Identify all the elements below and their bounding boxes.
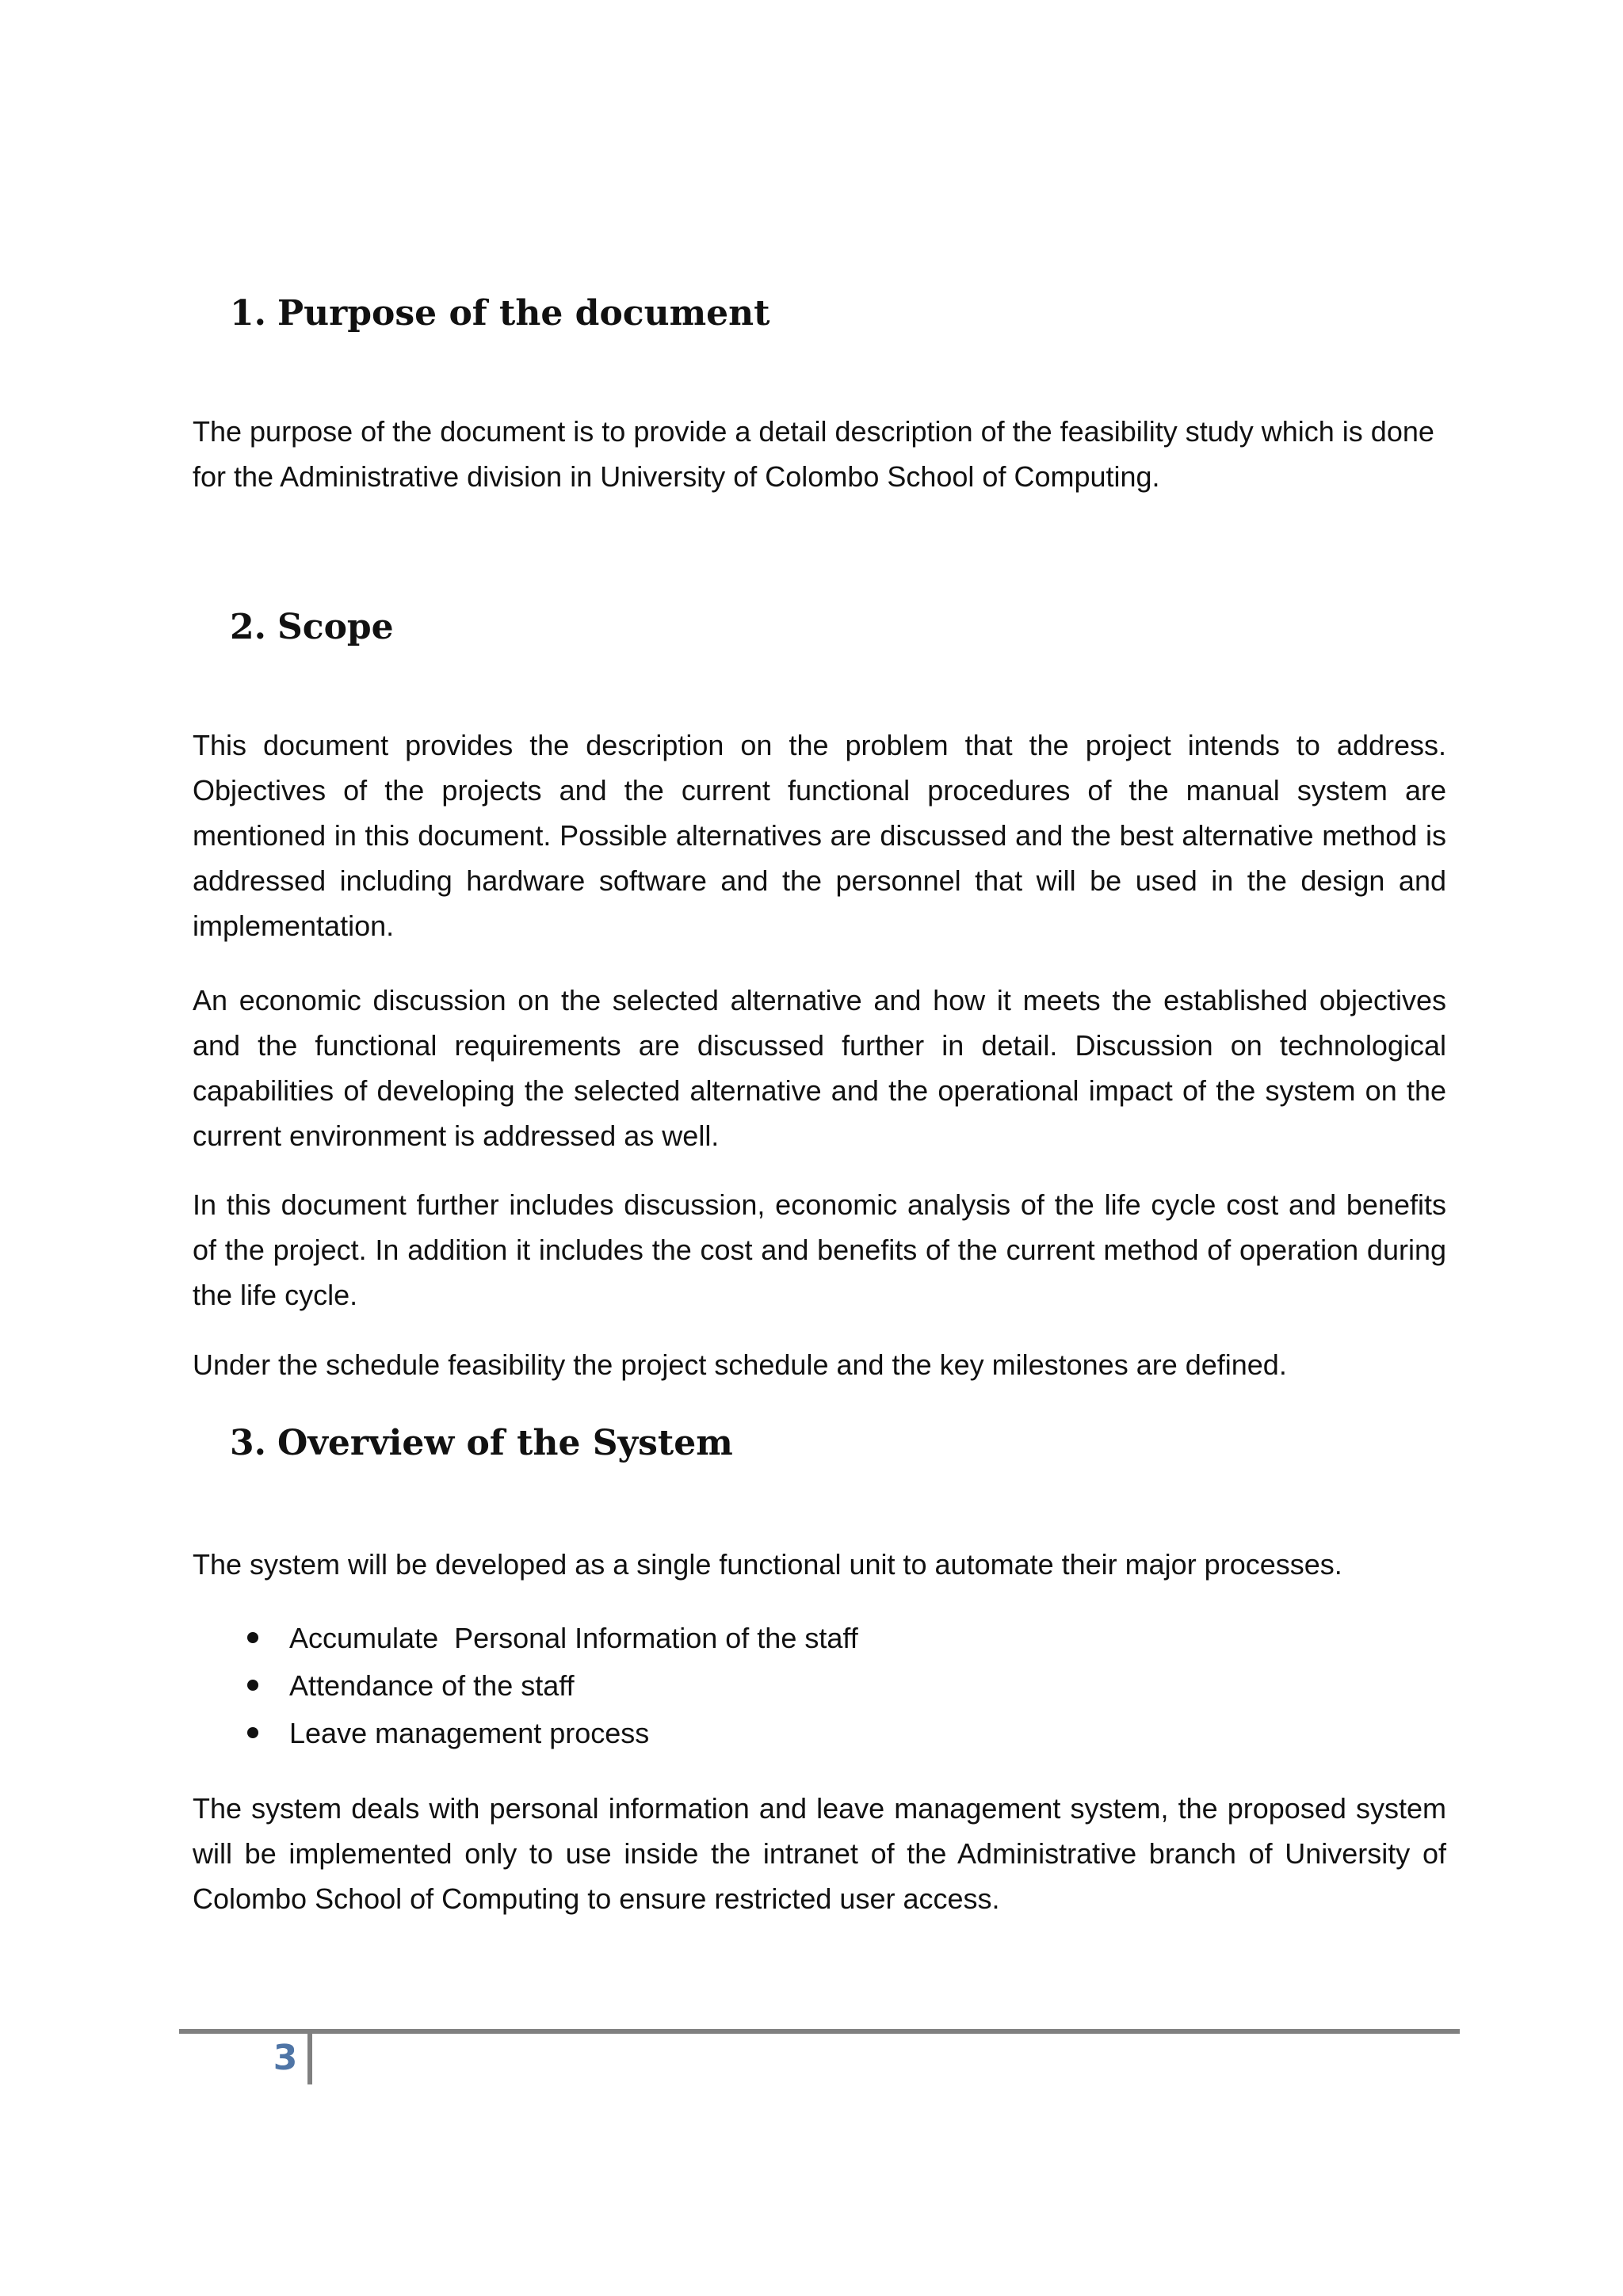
- section-title: Overview of the System: [277, 1423, 733, 1463]
- footer-divider: [307, 2031, 312, 2084]
- scope-paragraph-1: This document provides the description on the problem that the project intends to address. Objectives of the projects and the current functional procedures of the manual system are mentioned in this document. Possible alternatives are discussed and the best alternative method is addressed including hardware software and the personnel that will be used in the design and implementation.: [193, 729, 1446, 942]
- list-item-text: Attendance of the staff: [289, 1669, 575, 1702]
- list-item: [193, 1710, 1446, 1757]
- section-number: 3.: [230, 1423, 266, 1463]
- bullet-icon: [247, 1632, 258, 1643]
- section-heading-purpose: [230, 292, 769, 336]
- overview-bullet-list: [193, 1615, 1446, 1757]
- overview-intro-paragraph: The system will be developed as a single functional unit to automate their major processes.: [193, 1548, 1342, 1581]
- bullet-icon: [247, 1680, 258, 1691]
- section-number: 1.: [230, 293, 266, 334]
- list-item-text: Accumulate Personal Information of the staff: [289, 1622, 858, 1654]
- page-number: 3: [273, 2038, 298, 2078]
- bullet-icon: [247, 1727, 258, 1738]
- overview-closing-paragraph: The system deals with personal information and leave management system, the proposed system will be implemented only to use inside the intranet of the Administrative branch of University of Colombo School of Computing to ensure restricted user access.: [193, 1792, 1446, 1915]
- scope-paragraph-3: In this document further includes discussion, economic analysis of the life cycle cost and benefits of the project. In addition it includes the cost and benefits of the current method of operation during the life cycle.: [193, 1188, 1446, 1311]
- list-item-text: Leave management process: [289, 1717, 650, 1749]
- section-number: 2.: [230, 607, 266, 647]
- section-heading-scope: [230, 605, 394, 650]
- section-title: Purpose of the document: [277, 293, 770, 334]
- section-heading-overview: [230, 1421, 733, 1466]
- scope-paragraph-2: An economic discussion on the selected alternative and how it meets the established objectives and the functional requirements are discussed further in detail. Discussion on technological capabilities of developing the selected alternative and the operational impact of the system on the current environment is addressed as well.: [193, 984, 1446, 1152]
- scope-paragraph-4: Under the schedule feasibility the project schedule and the key milestones are defined.: [193, 1348, 1287, 1381]
- list-item: [193, 1662, 1446, 1710]
- footer-rule: [179, 2029, 1460, 2034]
- section-title: Scope: [277, 607, 394, 647]
- list-item: [193, 1615, 1446, 1662]
- purpose-paragraph: The purpose of the document is to provide a detail description of the feasibility study which is done for the Administrative division in University of Colombo School of Computing.: [193, 415, 1434, 493]
